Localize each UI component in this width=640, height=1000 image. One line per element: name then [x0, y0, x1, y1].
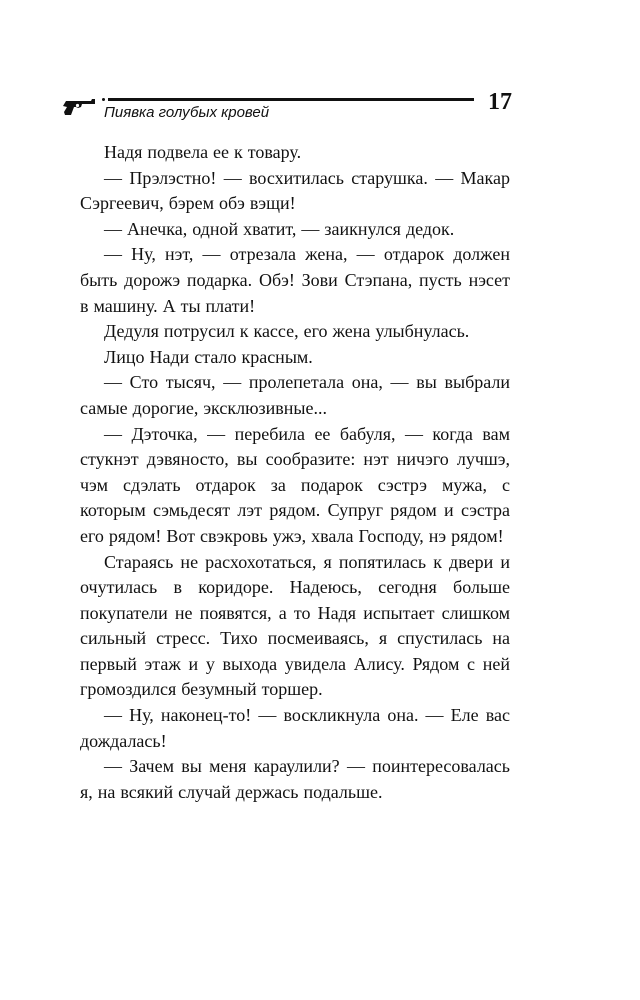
page-header [62, 88, 514, 128]
paragraph: — Ну, нэт, — отрезала жена, — отдарок должен быть дорожэ подарка. Обэ! Зови Стэпана, пусть нэсет в машину. А ты плати! [80, 244, 510, 316]
paragraph: — Сто тысяч, — пролепетала она, — вы выбрали самые дорогие, эксклюзивные... [80, 372, 510, 418]
paragraph: Лицо Нади стало красным. [104, 346, 313, 367]
paragraph: — Ну, наконец-то! — воскликнула она. — Еле вас дождалась! [80, 705, 510, 751]
paragraph: — Анечка, одной хватит, — заикнулся дедок. [104, 218, 455, 239]
paragraph: Стараясь не расхохотаться, я попятилась к двери и очутилась в коридоре. Надеюсь, сегодня больше покупатели не появятся, а то Надя испытает слишком сильный стресс. Тихо посмеиваясь, я спустилась на первый этаж и у выхода увидела Алису. Рядом с ней громоздился безумный торшер. [80, 551, 510, 700]
revolver-icon [62, 95, 96, 117]
paragraph: Дедуля потрусил к кассе, его жена улыбнулась. [104, 321, 470, 342]
running-title: Пиявка голубых кровей [104, 104, 270, 121]
body-text [80, 140, 510, 805]
page-number: 17 [488, 89, 512, 115]
paragraph: — Прэлэстно! — восхитилась старушка. — Макар Сэргеевич, бэрем обэ вэщи! [80, 167, 510, 214]
paragraph: Надя подвела ее к товару. [104, 142, 302, 162]
header-rule [108, 98, 474, 101]
header-dot [102, 98, 105, 101]
paragraph: — Дэточка, — перебила ее бабуля, — когда вам стукнэт дэвяносто, вы сообразите: нэт ничэго лучшэ, чэм сдэлать отдарок за подарок сэстрэ мужа, с которым сэмьдесят лэт рядом. Супруг рядом и сэстра его рядом! Вот свэкровь ужэ, хвала Господу, нэ рядом! [80, 423, 510, 546]
paragraph: — Зачем вы меня караулили? — поинтересовалась я, на всякий случай держась подальше. [80, 756, 510, 802]
